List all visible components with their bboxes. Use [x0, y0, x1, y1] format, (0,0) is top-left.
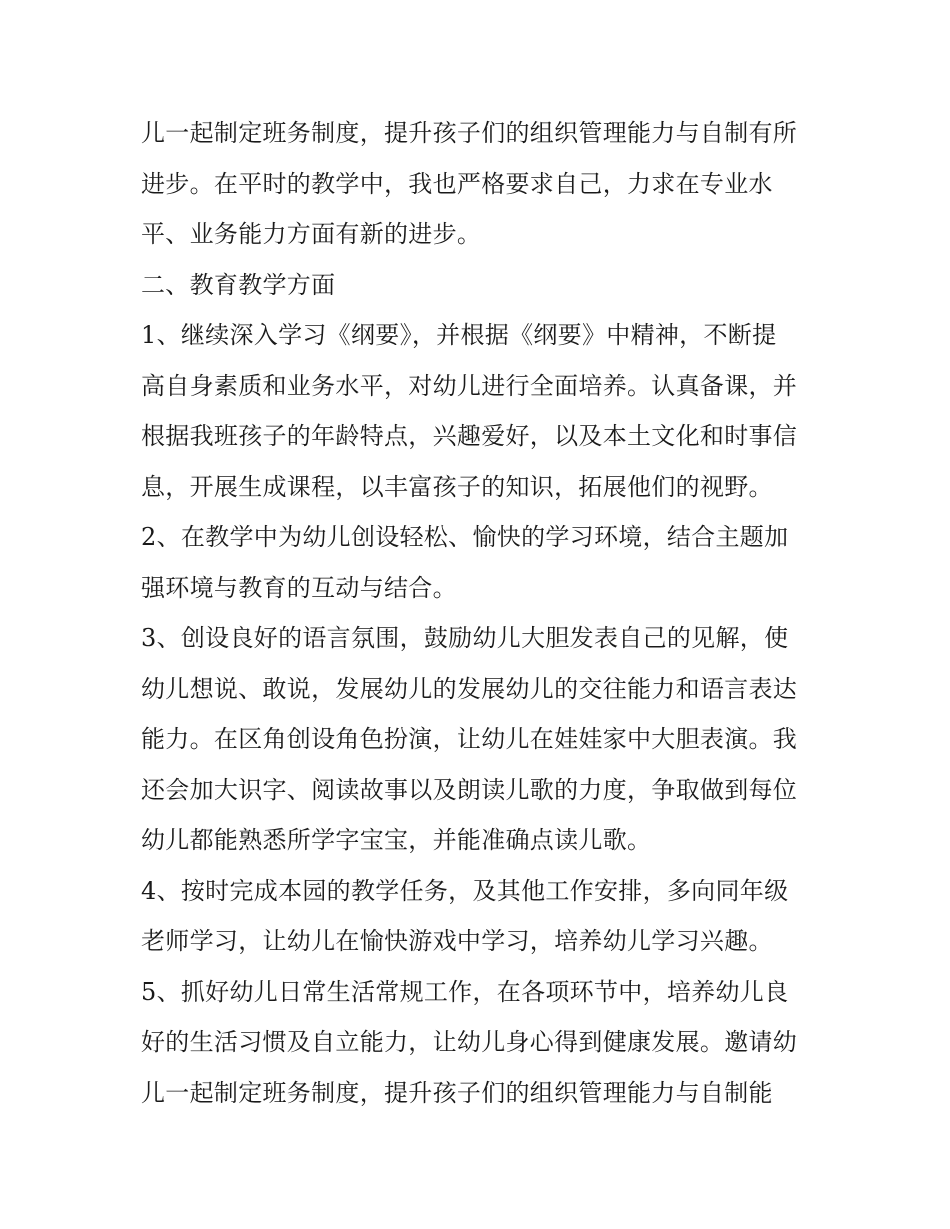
- text-line: 5、抓好幼儿日常生活常规工作，在各项环节中，培养幼儿良: [141, 977, 789, 1006]
- document-body: [141, 108, 821, 1118]
- text-line: 进步。在平时的教学中，我也严格要求自己，力求在专业水: [141, 169, 773, 198]
- text-line: 强环境与教育的互动与结合。: [141, 573, 457, 602]
- text-line: 幼儿想说、敢说，发展幼儿的发展幼儿的交往能力和语言表达: [141, 674, 798, 703]
- text-line: 1、继续深入学习《纲要》，并根据《纲要》中精神，不断提: [141, 321, 777, 349]
- text-line: 儿一起制定班务制度，提升孩子们的组织管理能力与自制能: [141, 1078, 773, 1107]
- text-line: 3、创设良好的语言氛围，鼓励幼儿大胆发表自己的见解，使: [141, 624, 789, 652]
- text-line: 高自身素质和业务水平，对幼儿进行全面培养。认真备课，并: [141, 371, 798, 400]
- text-line: 幼儿都能熟悉所学字宝宝，并能准确点读儿歌。: [141, 826, 652, 854]
- text-line: 根据我班孩子的年龄特点，兴趣爱好，以及本土文化和时事信: [141, 422, 798, 450]
- text-line: 还会加大识字、阅读故事以及朗读儿歌的力度，争取做到每位: [141, 775, 798, 804]
- text-line: 好的生活习惯及自立能力，让幼儿身心得到健康发展。邀请幼: [141, 1028, 798, 1056]
- text-line: 能力。在区角创设角色扮演，让幼儿在娃娃家中大胆表演。我: [141, 725, 798, 753]
- text-line: 老师学习，让幼儿在愉快游戏中学习，培养幼儿学习兴趣。: [141, 927, 773, 955]
- text-line: 儿一起制定班务制度，提升孩子们的组织管理能力与自制有所: [141, 119, 798, 147]
- text-line: 息，开展生成课程，以丰富孩子的知识，拓展他们的视野。: [141, 472, 773, 501]
- text-line: 2、在教学中为幼儿创设轻松、愉快的学习环境，结合主题加: [141, 523, 789, 551]
- section-heading: 二、教育教学方面: [141, 270, 336, 299]
- text-line: 平、业务能力方面有新的进步。: [141, 220, 482, 248]
- text-line: 4、按时完成本园的教学任务，及其他工作安排，多向同年级: [141, 876, 789, 905]
